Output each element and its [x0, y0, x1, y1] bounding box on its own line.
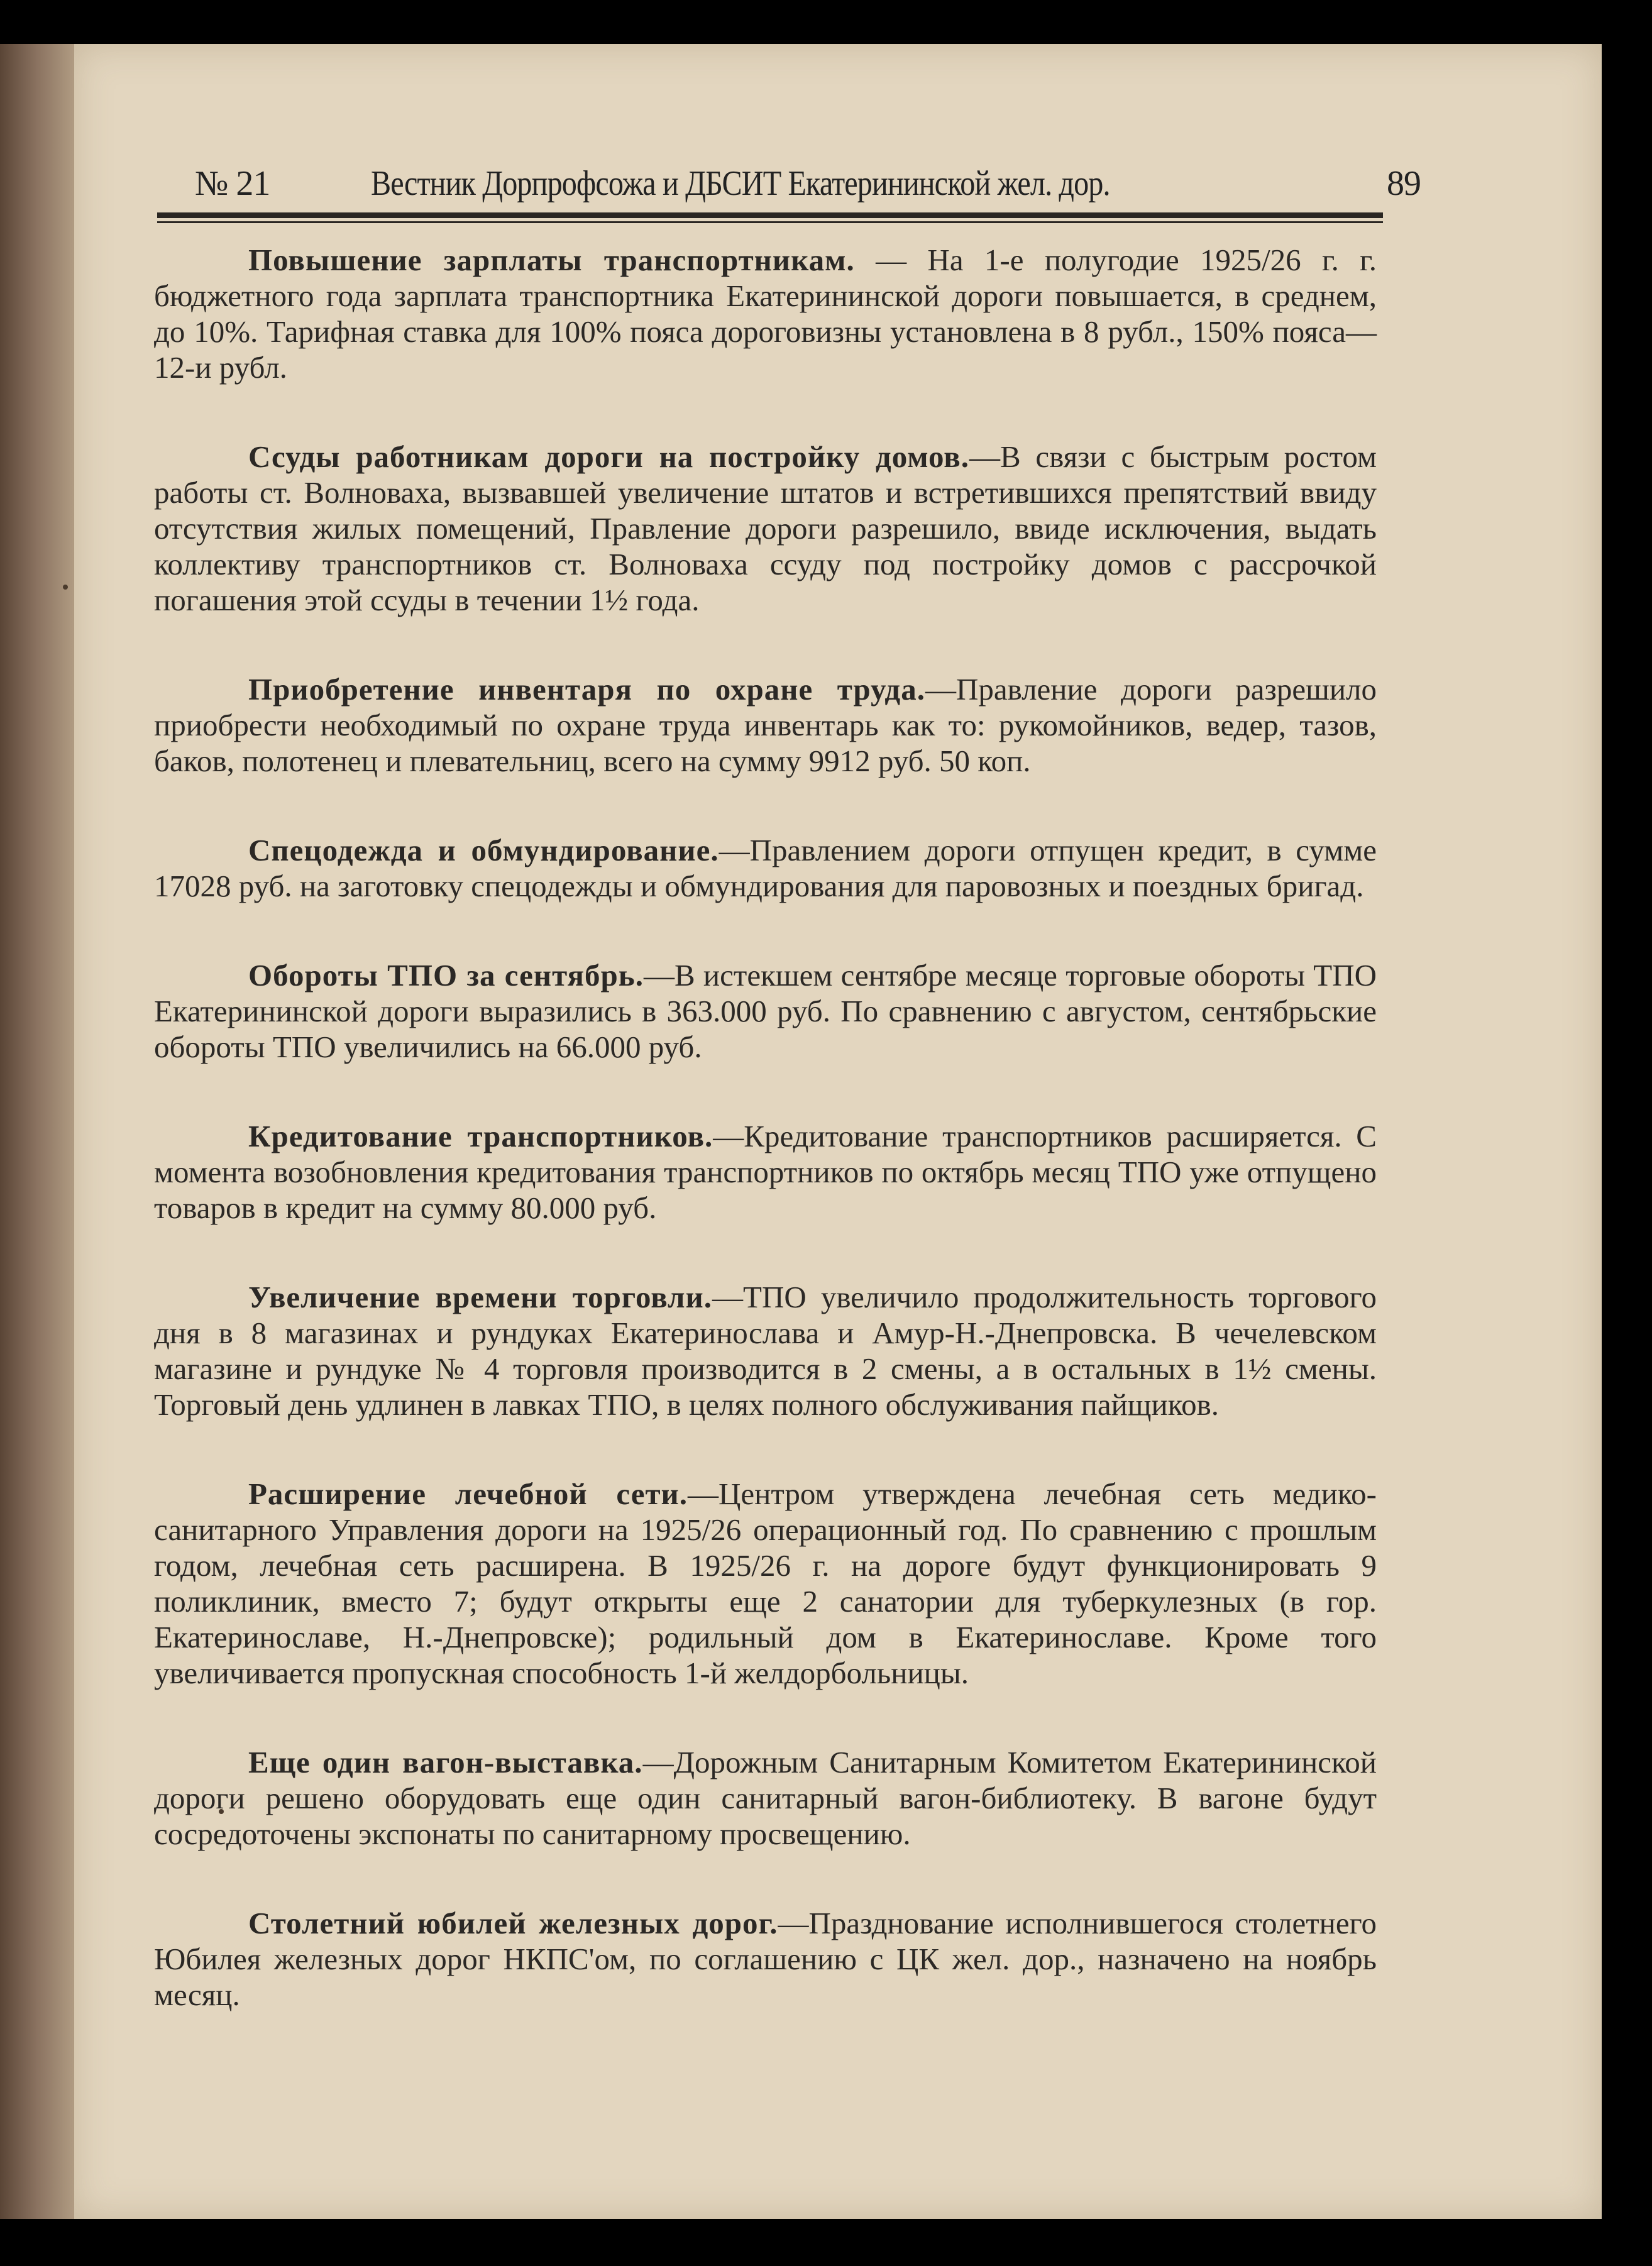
- issue-number: № 21: [195, 164, 270, 203]
- article-heading: Приобретение инвентаря по охране труда.: [248, 672, 925, 707]
- article-9: [154, 1744, 1377, 1852]
- article-body: —В истекшем сентябре месяце торговые обороты ТПО Екатерининской дороги выразились в 363.000 руб. По сравнению с августом, сентябрьские обороты ТПО увеличились на 66.000 руб.: [154, 958, 1377, 1064]
- article-heading: Спецодежда и обмундирование.: [248, 833, 719, 867]
- article-4: [154, 832, 1377, 904]
- article-5: [154, 957, 1377, 1065]
- article-3: [154, 671, 1377, 779]
- header-rule-thick: [157, 212, 1383, 218]
- article-6: [154, 1118, 1377, 1226]
- running-header: [195, 163, 1421, 220]
- article-heading: Увеличение времени торговли.: [248, 1280, 713, 1314]
- article-7: [154, 1279, 1377, 1422]
- page-speck: [63, 585, 68, 590]
- article-heading: Повышение зарплаты транспортникам.: [248, 243, 855, 277]
- article-body: —Правлением дороги отпущен кредит, в сумме 17028 руб. на заготовку спецодежды и обмундирования для паровозных и поездных бригад.: [154, 833, 1377, 903]
- book-spine: [0, 44, 82, 2219]
- article-body: —Центром утверждена лечебная сеть медико-санитарного Управления дороги на 1925/26 операционный год. По сравнению с прошлым годом, лечебная сеть расширена. В 1925/26 г. на дороге будут функционировать 9 поликлиник, вместо 7; будут открыты еще 2 санатории для туберкулезных (в гор. Екатеринославе, Н.-Днепровске); родильный дом в Екатеринославе. Кроме того увеличивается пропускная способность 1-й желдорбольницы.: [154, 1477, 1377, 1690]
- journal-title: Вестник Дорпрофсожа и ДБСИТ Екатерининской жел. дор.: [371, 164, 1110, 203]
- article-8: [154, 1476, 1377, 1691]
- article-heading: Ссуды работникам дороги на постройку домов.: [248, 439, 969, 474]
- article-2: [154, 439, 1377, 618]
- article-1: [154, 242, 1377, 385]
- article-body: —Празднование исполнившегося столетнего Юбилея железных дорог НКПС'ом, по соглашению с ЦК жел. дор., назначено на ноябрь месяц.: [154, 1906, 1377, 2012]
- article-heading: Обороты ТПО за сентябрь.: [248, 958, 644, 993]
- article-body: — На 1-е полугодие 1925/26 г. г. бюджетного года зарплата транспортника Екатерининской дороги повышается, в среднем, до 10%. Тарифная ставка для 100% пояса дороговизны установлена в 8 рубл., 150% пояса—12-и рубл.: [154, 243, 1377, 385]
- article-body: —ТПО увеличило продолжительность торгового дня в 8 магазинах и рундуках Екатеринослава и Амур-Н.-Днепровска. В чечелевском магазине и рундуке № 4 торговля производится в 2 смены, а в остальных в 1½ смены. Торговый день удлинен в лавках ТПО, в целях полного обслуживания пайщиков.: [154, 1280, 1377, 1422]
- article-body: —Правление дороги разрешило приобрести необходимый по охране труда инвентарь как то: рукомойников, ведер, тазов, баков, полотенец и плевательниц, всего на сумму 9912 руб. 50 коп.: [154, 672, 1377, 778]
- article-heading: Столетний юбилей железных дорог.: [248, 1906, 778, 1940]
- article-column: [154, 242, 1377, 2066]
- article-heading: Расширение лечебной сети.: [248, 1477, 688, 1511]
- page-number: 89: [1387, 164, 1421, 203]
- article-heading: Еще один вагон-выставка.: [248, 1745, 643, 1779]
- article-body: —В связи с быстрым ростом работы ст. Волноваха, вызвавшей увеличение штатов и встретившихся препятствий ввиду отсутствия жилых помещений, Правление дороги разрешило, ввиде исключения, выдать коллективу транспортников ст. Волноваха ссуду под постройку домов с рассрочкой погашения этой ссуды в течении 1½ года.: [154, 439, 1377, 617]
- header-rule-thin: [157, 221, 1383, 223]
- article-body: —Кредитование транспортников расширяется. С момента возобновления кредитования транспортников по октябрь месяц ТПО уже отпущено товаров в кредит на сумму 80.000 руб.: [154, 1119, 1377, 1225]
- article-10: [154, 1905, 1377, 2013]
- article-heading: Кредитование транспортников.: [248, 1119, 713, 1153]
- article-body: —Дорожным Санитарным Комитетом Екатерининской дороги решено оборудовать еще один санитарный вагон-библиотеку. В вагоне будут сосредоточены экспонаты по санитарному просвещению.: [154, 1745, 1377, 1851]
